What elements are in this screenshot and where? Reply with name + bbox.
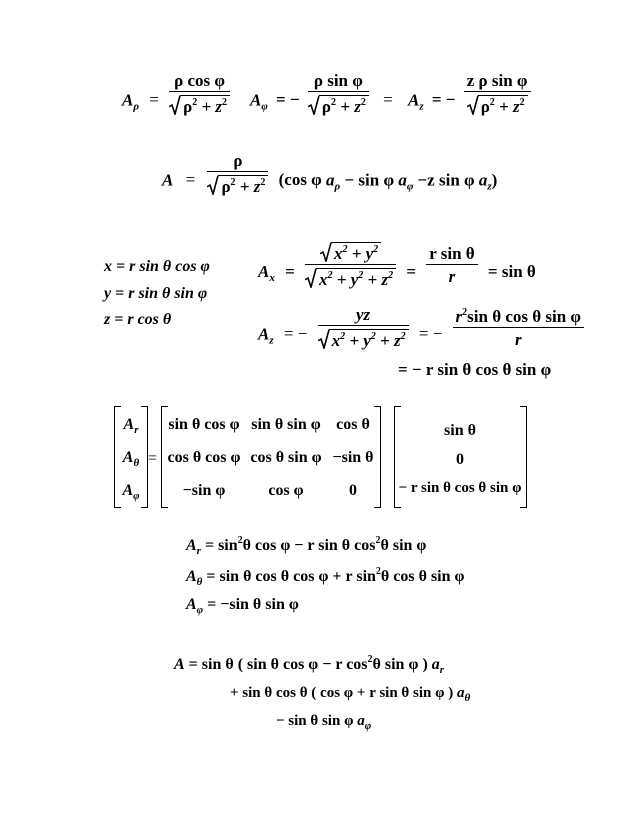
vec-rhs-0: sin θ: [444, 422, 476, 439]
power: 2: [331, 97, 337, 108]
denominator: [318, 326, 409, 349]
eq-A-x: [258, 244, 536, 289]
eq-x: x = r sin θ cos φ: [104, 258, 210, 275]
unit-vector-a: a: [456, 685, 465, 701]
fraction: [308, 72, 369, 115]
eq-z: z = r cos θ: [104, 311, 172, 328]
equals: = −: [418, 324, 443, 344]
sub-phi: φ: [196, 604, 204, 616]
var-A: A: [250, 90, 262, 110]
equals: =: [285, 261, 295, 281]
term: = −sin θ sin φ: [207, 596, 299, 613]
eq-A-phi: [250, 71, 393, 116]
fraction: [318, 306, 409, 349]
unit-vector-a: a: [431, 656, 440, 673]
paren-close: ): [491, 170, 498, 190]
sub-theta: θ: [133, 457, 140, 469]
power: 2: [237, 535, 243, 546]
power: 2: [489, 97, 495, 108]
plus-y: + y: [336, 270, 359, 289]
plus-y: + y: [351, 244, 374, 263]
eq-final-line1: [174, 655, 444, 676]
sub-r: r: [196, 545, 201, 557]
matrix-equals: =: [148, 450, 158, 467]
sub-r: r: [439, 664, 445, 676]
numerator: [305, 242, 396, 265]
power: 2: [327, 270, 333, 281]
power: 2: [400, 331, 406, 342]
power: 2: [192, 97, 198, 108]
equals: = −: [431, 90, 456, 110]
fraction: [305, 242, 396, 288]
power: 2: [230, 177, 236, 188]
term: θ cos θ sin φ: [380, 568, 465, 585]
var-A: A: [122, 449, 134, 466]
sub-theta: θ: [196, 576, 203, 588]
denominator: [464, 92, 531, 115]
equals: = −: [276, 90, 300, 110]
sub-phi: φ: [261, 100, 268, 113]
var-A: A: [258, 324, 270, 344]
plus-z: + z: [499, 97, 520, 116]
sub-phi: φ: [133, 490, 140, 502]
vec-lhs-1: [118, 449, 144, 469]
term: − sin φ: [340, 170, 399, 190]
unit-vector-a: a: [478, 170, 488, 190]
term: + sin θ cos θ ( cos φ + r sin θ sin φ ): [230, 685, 457, 701]
matrix-cell: −sin θ: [332, 449, 374, 466]
sub-r: r: [134, 424, 139, 436]
numerator: r sin θ: [426, 245, 477, 265]
plus-z: + z: [201, 97, 223, 116]
plus-z: + z: [380, 331, 401, 350]
vec-rhs-2: − r sin θ cos θ sin φ: [398, 480, 522, 496]
x: x: [319, 270, 328, 289]
power: 2: [462, 306, 468, 318]
unit-vector-a: a: [357, 713, 365, 729]
equals: = −: [283, 324, 308, 344]
var-A: A: [258, 261, 270, 281]
power: 2: [370, 331, 376, 342]
unit-vector-a: a: [326, 170, 335, 190]
denominator: [305, 265, 396, 288]
term: − sin θ sin φ: [276, 713, 358, 729]
sub-rho: ρ: [334, 180, 341, 193]
sqrt: [320, 242, 381, 262]
eq-A-cyl-vector: [162, 151, 498, 196]
power: 2: [222, 97, 228, 108]
var-A: A: [122, 482, 134, 499]
matrix-cell: sin θ sin φ: [251, 416, 321, 433]
eq-A-phi-sph: [186, 597, 299, 616]
sub-x: x: [269, 271, 275, 284]
power: 2: [375, 535, 381, 546]
var-A: A: [162, 170, 174, 190]
var-A: A: [174, 656, 185, 673]
sqrt: [318, 329, 409, 349]
sub-rho: ρ: [133, 100, 140, 113]
eq-A-z-result: = − r sin θ cos θ sin φ: [398, 360, 552, 379]
eq-final-line2: [230, 686, 470, 704]
sub-theta: θ: [464, 692, 471, 704]
sub-z: z: [269, 334, 274, 347]
result: = sin θ: [487, 261, 536, 281]
term: −z sin φ: [413, 170, 479, 190]
sqrt: [207, 175, 268, 195]
eq-A-theta: [186, 567, 465, 588]
equals: =: [383, 90, 393, 110]
sub-z: z: [419, 100, 424, 113]
fraction: [464, 72, 531, 115]
var-A: A: [408, 90, 420, 110]
power: 2: [360, 97, 366, 108]
numerator: [453, 308, 584, 328]
rho: ρ: [221, 177, 231, 196]
sub-z: z: [487, 180, 492, 193]
rho: ρ: [183, 97, 193, 116]
numerator: ρ: [207, 152, 268, 172]
numerator: yz: [318, 306, 409, 326]
sqrt: [305, 268, 396, 288]
var-A: A: [186, 537, 197, 554]
trig: sin θ cos θ sin φ: [467, 306, 582, 326]
vec-lhs-2: [118, 482, 144, 502]
fraction: [169, 72, 230, 115]
denominator: [308, 92, 369, 115]
power: 2: [519, 97, 525, 108]
matrix-cell: sin θ cos φ: [168, 416, 240, 433]
denominator: [207, 172, 268, 195]
term: θ sin φ: [380, 537, 427, 554]
r: r: [455, 306, 463, 326]
vec-lhs-0: [118, 416, 144, 436]
term: = sin θ cos θ cos φ + r sin: [206, 568, 376, 585]
sub-phi: φ: [406, 180, 414, 193]
numerator: z ρ sin φ: [464, 72, 531, 92]
eq-A-r: [186, 536, 426, 557]
power: 2: [373, 244, 379, 255]
var-A: A: [123, 416, 135, 433]
sqrt: [308, 95, 369, 115]
power: 2: [388, 270, 394, 281]
var-A: A: [122, 90, 134, 110]
unit-vector-a: a: [398, 170, 407, 190]
plus-z: + z: [340, 97, 361, 116]
eq-A-rho: [122, 71, 230, 116]
numerator: ρ cos φ: [169, 72, 230, 92]
eq-A-z: [408, 71, 531, 116]
matrix-cell: cos θ cos φ: [167, 449, 241, 466]
power: 2: [260, 177, 266, 188]
equals: =: [185, 170, 196, 190]
plus-y: + y: [349, 331, 371, 350]
plus-z: + z: [239, 177, 261, 196]
denominator: [169, 92, 230, 115]
matrix-cell: 0: [349, 482, 357, 499]
term: θ cos φ − r sin θ cos: [242, 537, 376, 554]
eq-y: y = r sin θ sin φ: [104, 285, 208, 302]
matrix-cell: cos φ: [268, 482, 304, 499]
power: 2: [342, 244, 348, 255]
fraction: [207, 152, 268, 195]
vec-rhs-1: 0: [456, 451, 464, 468]
power: 2: [358, 270, 364, 281]
fraction: [426, 245, 477, 285]
numerator: ρ sin φ: [308, 72, 369, 92]
var-A: A: [186, 568, 197, 585]
sub-phi: φ: [364, 720, 372, 732]
paren-open: (cos φ: [278, 170, 327, 190]
term: θ sin φ ): [372, 656, 432, 673]
fraction: [453, 308, 584, 348]
sqrt: [467, 95, 528, 115]
rho: ρ: [480, 97, 490, 116]
equals: =: [406, 261, 417, 281]
power: 2: [367, 654, 373, 665]
x: x: [333, 244, 343, 263]
rho: ρ: [321, 97, 332, 116]
power: 2: [375, 566, 381, 577]
plus-z: + z: [367, 270, 389, 289]
denominator: r: [514, 329, 522, 349]
eq-final-line3: [276, 714, 371, 732]
denominator: r: [448, 267, 456, 286]
power: 2: [340, 331, 346, 342]
equals: =: [149, 90, 159, 110]
matrix-cell: cos θ sin φ: [250, 449, 322, 466]
sqrt: [169, 95, 230, 115]
term: = sin: [204, 537, 238, 554]
matrix-cell: cos θ: [336, 416, 370, 433]
term: = sin θ ( sin θ cos φ − r cos: [188, 656, 368, 673]
x: x: [331, 331, 341, 350]
matrix-cell: −sin φ: [182, 482, 226, 499]
var-A: A: [186, 596, 197, 613]
